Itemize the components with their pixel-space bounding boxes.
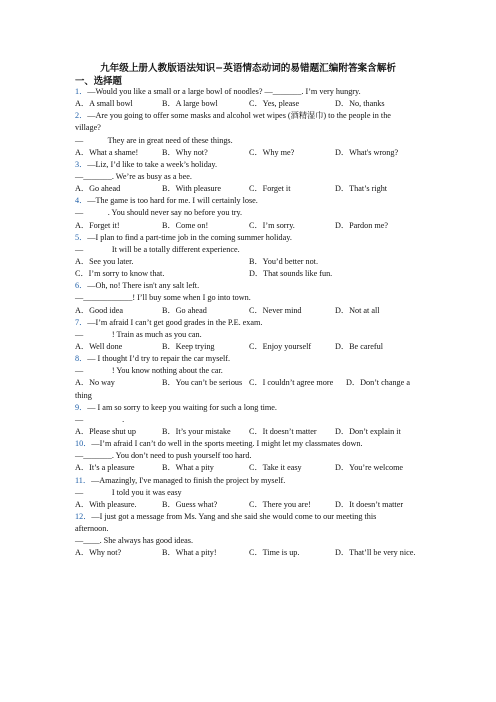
question-12-cont: afternoon. (75, 524, 109, 534)
question-11 (75, 475, 427, 487)
option-c[interactable]: C．Yes, please (249, 99, 300, 109)
option-d[interactable]: D．It doesn’t matter (335, 499, 404, 509)
option-b[interactable]: B．Come on! (162, 220, 209, 230)
question-number: 6． (75, 281, 88, 291)
question-10-reply: —_______. You don’t need to push yourself too hard. (75, 451, 252, 461)
option-c[interactable]: C．Forget it (249, 184, 291, 194)
options-9 (75, 426, 427, 438)
option-c[interactable]: C．I’m sorry. (249, 220, 295, 230)
question-4-reply: — . You should never say no before you try. (75, 208, 243, 218)
option-d[interactable]: D．No, thanks (335, 99, 385, 109)
option-c[interactable]: C．Take it easy (249, 463, 302, 473)
question-text: —Liz, I’d like to take a week’s holiday. (87, 159, 218, 169)
question-8 (75, 353, 427, 365)
option-b[interactable]: B．Go ahead (162, 305, 207, 315)
option-a[interactable]: A．With pleasure. (75, 499, 137, 509)
question-3 (75, 159, 427, 171)
option-d-continued: thing (75, 390, 92, 400)
option-a[interactable]: A．Good idea (75, 305, 123, 315)
option-c[interactable]: C．I couldn’t agree more (249, 378, 334, 388)
option-a[interactable]: A．It’s a pleasure (75, 463, 135, 473)
question-text: —I’m afraid I can’t do well in the sports meeting. I might let my classmates down. (91, 439, 363, 449)
document-title: 九年级上册人教版语法知识−英语情态动词的易错题汇编附答案含解析 (100, 63, 396, 74)
question-11-reply: — I told you it was easy (75, 487, 182, 497)
option-d[interactable]: D．That’s right (335, 184, 388, 194)
option-d[interactable]: D．Pardon me? (335, 220, 388, 230)
question-10 (75, 438, 427, 450)
option-d[interactable]: D．You’re welcome (335, 463, 404, 473)
option-d[interactable]: D．Don’t explain it (335, 426, 401, 436)
question-text: —Are you going to offer some masks and alcohol wet wipes (酒精湿巾) to the people in the (87, 111, 391, 121)
question-8-reply: — ! You know nothing about the car. (75, 366, 223, 376)
options-5a (75, 256, 427, 268)
option-c[interactable]: C．Time is up. (249, 548, 300, 558)
options-10 (75, 462, 427, 474)
option-a[interactable]: A．See you later. (75, 256, 134, 266)
option-b[interactable]: B．You can’t be serious (162, 378, 243, 388)
question-number: 11． (75, 475, 92, 485)
question-text: —I just got a message from Ms. Yang and she said she would come to our meeting this (91, 511, 377, 521)
options-5b (75, 268, 427, 280)
question-number: 12． (75, 511, 92, 521)
option-d[interactable]: D．That sounds like fun. (249, 269, 333, 279)
option-a[interactable]: A．Go ahead (75, 184, 121, 194)
option-b[interactable]: B．A large bowl (162, 99, 218, 109)
question-12 (75, 511, 427, 523)
question-number: 7． (75, 317, 88, 327)
question-text: — I thought I’d try to repair the car myself. (87, 354, 231, 364)
options-6 (75, 305, 427, 317)
option-a[interactable]: A．Well done (75, 341, 123, 351)
options-7 (75, 341, 427, 353)
options-8 (75, 377, 427, 389)
question-4 (75, 195, 427, 207)
question-9-reply: — . (75, 414, 125, 424)
option-b[interactable]: B．Why not? (162, 147, 208, 157)
question-text: —Amazingly, I've managed to finish the project by myself. (91, 475, 286, 485)
options-1 (75, 98, 427, 110)
option-b[interactable]: B．It’s your mistake (162, 426, 231, 436)
question-3-reply: —_______. We’re as busy as a bee. (75, 171, 192, 181)
option-a[interactable]: A．Please shut up (75, 426, 136, 436)
option-b[interactable]: B．What a pity (162, 463, 214, 473)
question-2 (75, 110, 427, 122)
option-b[interactable]: B．Guess what? (162, 499, 218, 509)
options-3 (75, 183, 427, 195)
option-c[interactable]: C．Why me? (249, 147, 295, 157)
question-5 (75, 232, 427, 244)
option-a[interactable]: A．Forget it! (75, 220, 120, 230)
question-number: 4． (75, 196, 88, 206)
option-b[interactable]: B．Keep trying (162, 341, 215, 351)
question-text: —I’m afraid I can’t get good grades in the P.E. exam. (87, 317, 263, 327)
question-text: —Would you like a small or a large bowl of noodles? —_______. I’m very hungry. (87, 87, 361, 96)
option-b[interactable]: B．You’d better not. (249, 256, 318, 266)
section-heading: 一、选择题 (75, 76, 122, 87)
question-number: 8． (75, 354, 88, 364)
question-number: 10． (75, 439, 92, 449)
question-12-reply: —____. She always has good ideas. (75, 536, 194, 546)
question-text: —Oh, no! There isn't any salt left. (87, 281, 200, 291)
question-text: — I am so sorry to keep you waiting for such a long time. (87, 402, 277, 412)
question-6 (75, 280, 427, 292)
option-d[interactable]: D．What's wrong? (335, 147, 399, 157)
question-number: 5． (75, 232, 88, 242)
option-c[interactable]: C．Enjoy yourself (249, 341, 312, 351)
question-5-reply: — It will be a totally different experience. (75, 244, 240, 254)
question-text: —The game is too hard for me. I will certainly lose. (87, 196, 258, 206)
options-4 (75, 220, 427, 232)
option-b[interactable]: B．What a pity! (162, 548, 217, 558)
question-number: 1． (75, 87, 88, 96)
options-12 (75, 547, 427, 559)
option-d[interactable]: D．Don’t change a (346, 378, 410, 388)
option-d[interactable]: D．That’ll be very nice. (335, 548, 416, 558)
option-a[interactable]: A．Why not? (75, 548, 122, 558)
question-number: 9． (75, 402, 88, 412)
question-1 (75, 86, 427, 98)
option-a[interactable]: A．A small bowl (75, 99, 133, 109)
question-7-reply: — ! Train as much as you can. (75, 329, 202, 339)
option-b[interactable]: B．With pleasure (162, 184, 222, 194)
question-number: 2． (75, 111, 88, 121)
option-a[interactable]: A．What a shame! (75, 147, 139, 157)
option-a[interactable]: A．No way (75, 378, 115, 388)
question-6-reply: —____________! I’ll buy some when I go into town. (75, 293, 251, 303)
options-11 (75, 499, 427, 511)
question-number: 3． (75, 159, 88, 169)
question-text: —I plan to find a part-time job in the coming summer holiday. (87, 232, 292, 242)
options-2 (75, 147, 427, 159)
option-d[interactable]: D．Not at all (335, 305, 380, 315)
option-c[interactable]: C．There you are! (249, 499, 311, 509)
option-c[interactable]: C．I’m sorry to know that. (75, 269, 165, 279)
option-d[interactable]: D．Be careful (335, 341, 383, 351)
option-c[interactable]: C．Never mind (249, 305, 302, 315)
question-text-cont: village? (75, 123, 101, 133)
question-list (75, 86, 427, 559)
question-9 (75, 402, 427, 414)
option-c[interactable]: C．It doesn’t matter (249, 426, 317, 436)
question-7 (75, 317, 427, 329)
question-2-reply: — They are in great need of these things. (75, 135, 233, 145)
